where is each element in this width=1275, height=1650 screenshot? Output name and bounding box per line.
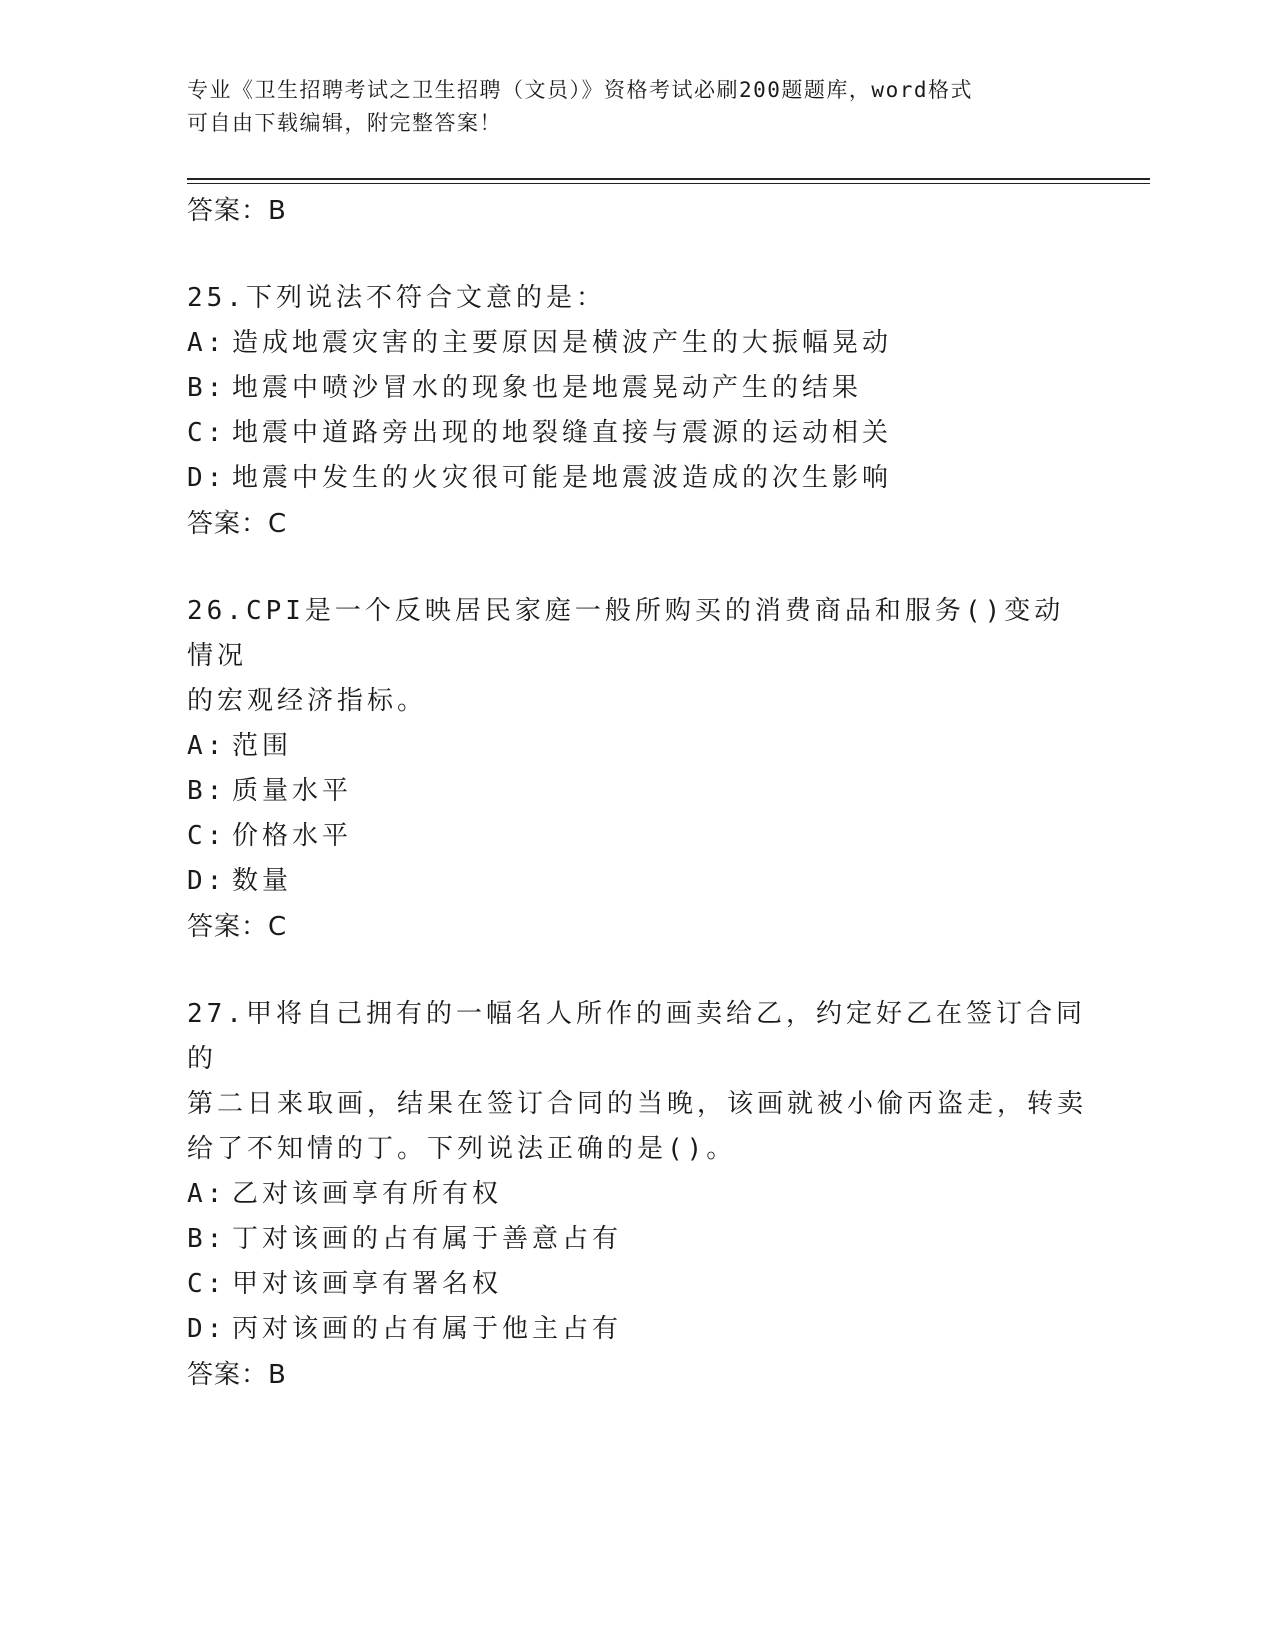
option-text: 数量 [232, 866, 293, 896]
question-text-line-2: 第二日来取画，结果在签订合同的当晚，该画就被小偷丙盗走，转卖 [187, 1089, 1088, 1119]
option-c [187, 411, 1087, 456]
question-text-line-2: 的宏观经济指标。 [187, 686, 428, 716]
option-b [187, 366, 1087, 411]
header-rule-thick [187, 178, 1150, 180]
question-text-line-3: 给了不知情的丁。下列说法正确的是()。 [187, 1134, 737, 1164]
option-c [187, 1262, 1087, 1307]
option-d [187, 456, 1087, 501]
option-text: 地震中发生的火灾很可能是地震波造成的次生影响 [232, 463, 893, 493]
header-rule-thin [187, 183, 1150, 184]
question-25 [187, 276, 1087, 547]
option-letter: D: [187, 1314, 227, 1344]
option-b [187, 1217, 1087, 1262]
option-letter: B: [187, 776, 227, 806]
option-text: 丁对该画的占有属于善意占有 [232, 1224, 623, 1254]
question-text-line-1: 26.CPI是一个反映居民家庭一般所购买的消费商品和服务()变动情况 [187, 596, 1065, 671]
answer-line: 答案：B [187, 196, 287, 226]
question-26 [187, 589, 1087, 950]
option-letter: D: [187, 866, 227, 896]
option-text: 造成地震灾害的主要原因是横波产生的大振幅晃动 [232, 328, 893, 358]
option-a [187, 1172, 1087, 1217]
question-text: 25.下列说法不符合文意的是： [187, 283, 606, 313]
option-c [187, 814, 1087, 859]
question-text-line-1: 27.甲将自己拥有的一幅名人所作的画卖给乙，约定好乙在签订合同的 [187, 999, 1086, 1074]
option-d [187, 1307, 1087, 1352]
option-text: 价格水平 [232, 821, 353, 851]
option-letter: B: [187, 1224, 227, 1254]
option-letter: C: [187, 1269, 227, 1299]
option-letter: B: [187, 373, 227, 403]
option-text: 地震中喷沙冒水的现象也是地震晃动产生的结果 [232, 373, 863, 403]
option-letter: A: [187, 328, 227, 358]
option-text: 质量水平 [232, 776, 353, 806]
answer-line: 答案：C [187, 509, 288, 539]
option-a [187, 321, 1087, 366]
option-text: 地震中道路旁出现的地裂缝直接与震源的运动相关 [232, 418, 893, 448]
option-text: 乙对该画享有所有权 [232, 1179, 503, 1209]
option-b [187, 769, 1087, 814]
answer-line: 答案：B [187, 1360, 287, 1390]
option-letter: C: [187, 821, 227, 851]
option-letter: C: [187, 418, 227, 448]
header-note [187, 74, 1087, 140]
option-text: 甲对该画享有署名权 [232, 1269, 503, 1299]
option-letter: A: [187, 731, 227, 761]
option-a [187, 724, 1087, 769]
option-d [187, 859, 1087, 904]
option-letter: D: [187, 463, 227, 493]
question-27 [187, 992, 1087, 1398]
header-note-line-1: 专业《卫生招聘考试之卫生招聘（文员）》资格考试必刷200题题库，word格式 [187, 78, 973, 102]
option-letter: A: [187, 1179, 227, 1209]
document-content [187, 188, 1087, 1398]
option-text: 丙对该画的占有属于他主占有 [232, 1314, 623, 1344]
option-text: 范围 [232, 731, 293, 761]
answer-line: 答案：C [187, 912, 288, 942]
header-note-line-2: 可自由下载编辑，附完整答案！ [187, 111, 502, 135]
